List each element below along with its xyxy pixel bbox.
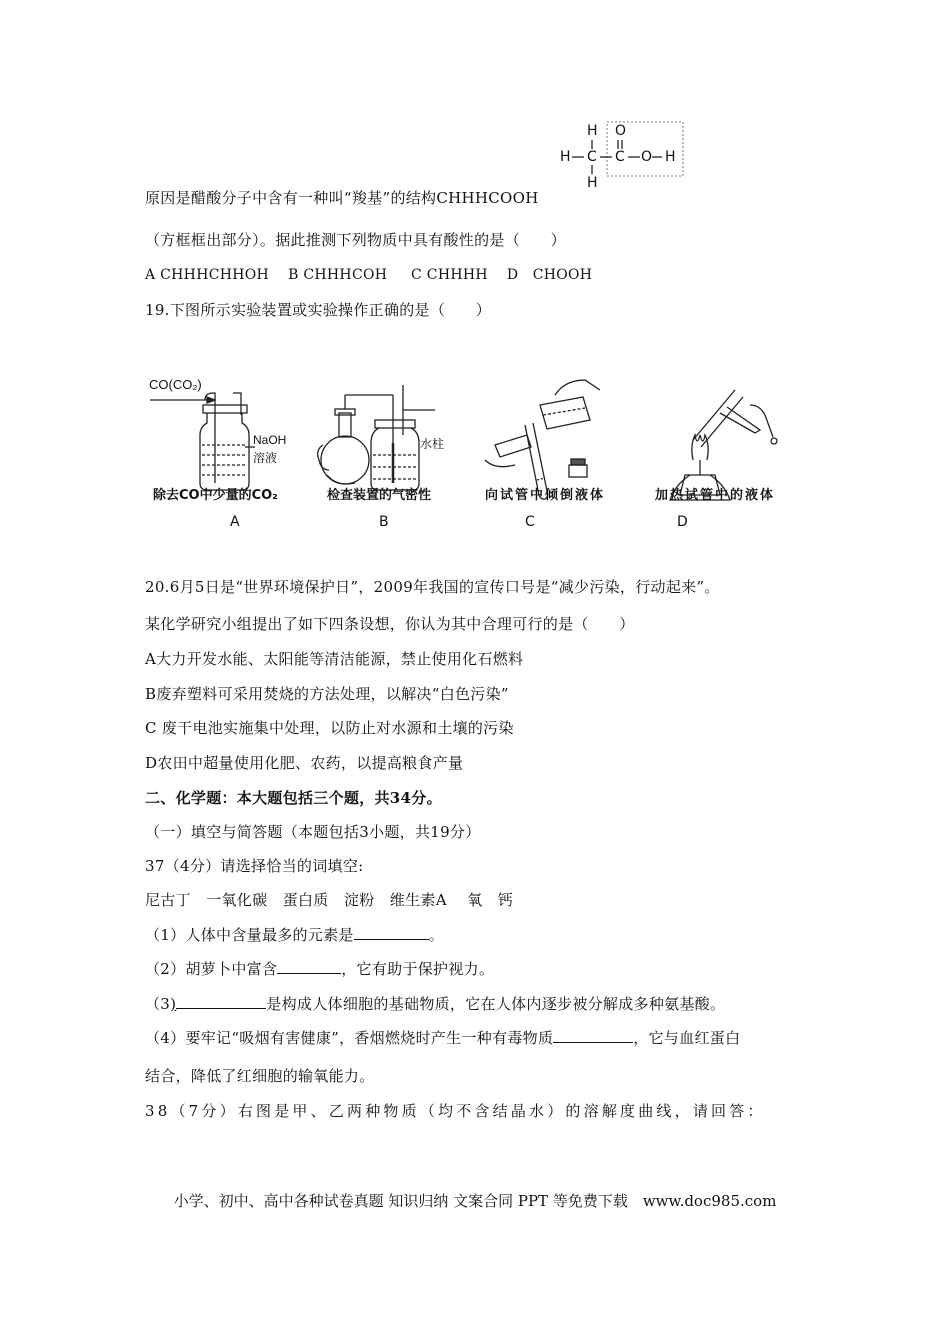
- caption-a: 除去CO中少量的CO₂: [153, 488, 278, 503]
- q37-part2-text: （2）胡萝卜中富含: [145, 960, 278, 978]
- atom-o-top: O: [615, 123, 627, 139]
- q37-part4-blank[interactable]: [553, 1028, 633, 1043]
- page-footer: 小学、初中、高中各种试卷真题 知识归纳 文案合同 PPT 等免费下载 www.doc985.com: [173, 1192, 777, 1210]
- letter-c: C: [525, 514, 535, 530]
- atom-h-left: H: [560, 149, 571, 165]
- q37-part1: [145, 924, 444, 945]
- atom-h-bottom: H: [587, 175, 598, 191]
- q37-part4-mid: ，它与血红蛋白: [633, 1029, 741, 1047]
- letter-a: A: [230, 514, 240, 530]
- atom-h-right: H: [665, 149, 676, 165]
- q18-options: A CHHHCHHOH B CHHHCOH C CHHHH D CHOOH: [145, 267, 593, 283]
- label-water-column: 水柱: [420, 437, 445, 451]
- q37-part1-blank[interactable]: [354, 925, 429, 940]
- caption-c: 向试管中倾倒液体: [485, 488, 606, 503]
- q37-part1-text: （1）人体中含量最多的元素是: [145, 926, 354, 944]
- q20-line1: 20.6月5日是“世界环境保护日”，2009年我国的宣传口号是“减少污染，行动起来”。: [145, 578, 720, 596]
- label-solution: 溶液: [253, 451, 278, 465]
- atom-o-hydroxyl: O: [641, 149, 653, 165]
- q37-part4-text: （4）要牢记“吸烟有害健康”，香烟燃烧时产生一种有毒物质: [145, 1029, 554, 1047]
- apparatus-b-airtight: [318, 385, 435, 490]
- q20-option-b: B废弃塑料可采用焚烧的方法处理，以解决“白色污染”: [145, 685, 509, 703]
- q19-stem: 19.下图所示实验装置或实验操作正确的是（ ）: [145, 301, 492, 319]
- q20-line2: 某化学研究小组提出了如下四条设想，你认为其中合理可行的是（ ）: [145, 615, 635, 633]
- label-gas: CO(CO₂): [149, 377, 202, 392]
- q37-word-bank: 尼古丁 一氧化碳 蛋白质 淀粉 维生素A 氧 钙: [145, 891, 514, 909]
- q19-figure: [145, 375, 805, 535]
- q37-part2-end: ，它有助于保护视力。: [341, 960, 495, 978]
- caption-b: 检查装置的气密性: [327, 488, 432, 503]
- q37-part3-paren: ): [170, 995, 177, 1013]
- q20-option-c: C 废干电池实施集中处理，以防止对水源和土壤的污染: [145, 719, 514, 737]
- q37-stem: 37（4分）请选择恰当的词填空:: [145, 857, 364, 875]
- q37-part2-blank[interactable]: [277, 959, 341, 974]
- q18-line1: 原因是醋酸分子中含有一种叫“羧基”的结构CHHHCOOH: [145, 189, 539, 207]
- q20-option-d: D农田中超量使用化肥、农药，以提高粮食产量: [145, 754, 464, 772]
- q18-line2: （方框框出部分）。据此推测下列物质中具有酸性的是（ ）: [145, 231, 566, 249]
- q37-part4-cont: 结合，降低了红细胞的输氧能力。: [145, 1067, 375, 1085]
- apparatus-c-pouring: [485, 380, 600, 499]
- atom-c-methyl: C: [587, 149, 597, 165]
- q37-part1-end: 。: [428, 926, 445, 944]
- letter-b: B: [379, 514, 389, 530]
- q37-part4: [145, 1027, 740, 1048]
- q37-part3-blank[interactable]: [176, 994, 266, 1009]
- q37-part3-text: （3: [145, 995, 171, 1013]
- letter-d: D: [677, 514, 688, 530]
- acetic-acid-structure: [555, 118, 690, 198]
- label-naoh: NaOH: [253, 433, 287, 447]
- section2-subtitle: （一）填空与简答题（本题包括3小题，共19分）: [145, 823, 481, 841]
- q37-part2: [145, 958, 494, 979]
- q20-option-a: A大力开发水能、太阳能等清洁能源，禁止使用化石燃料: [145, 650, 524, 668]
- q38-stem: 38（7分）右图是甲、乙两种物质（均不含结晶水）的溶解度曲线，请回答：: [145, 1102, 766, 1120]
- q37-part3: [145, 993, 725, 1014]
- apparatus-drawings: [145, 375, 805, 535]
- section2-title: 二、化学题：本大题包括三个题，共34分。: [145, 789, 442, 807]
- atom-c-carboxyl: C: [615, 149, 625, 165]
- atom-h-top: H: [587, 123, 598, 139]
- apparatus-a-bottle: [150, 393, 255, 490]
- q37-part3-end: 是构成人体细胞的基础物质，它在人体内逐步被分解成多种氨基酸。: [266, 995, 726, 1013]
- caption-d: 加热试管中的液体: [655, 488, 776, 503]
